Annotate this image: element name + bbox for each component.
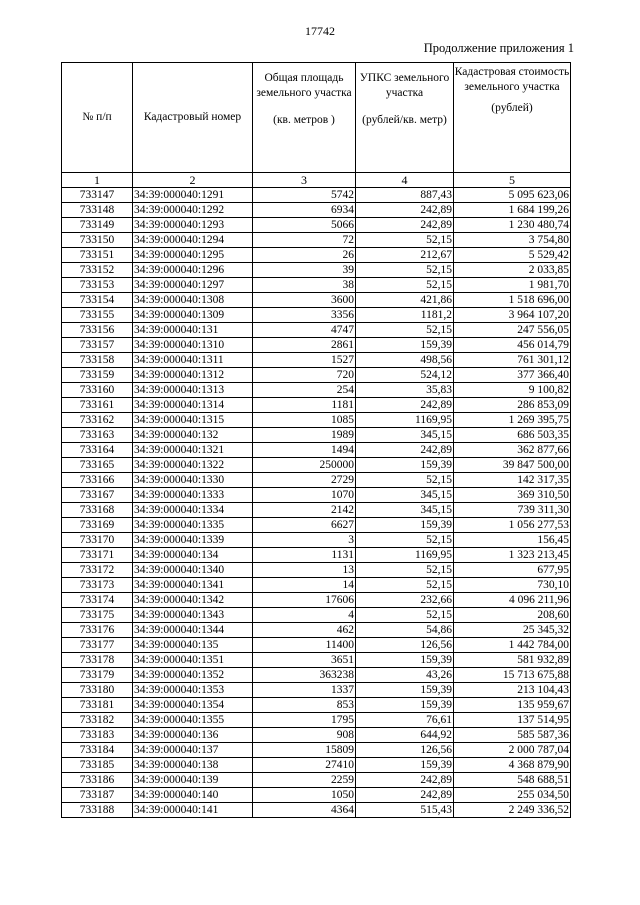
cost-value: 208,60 (454, 608, 571, 623)
table-row (62, 788, 571, 803)
cadastral-number: 34:39:000040:1355 (133, 713, 253, 728)
cost-value: 677,95 (454, 563, 571, 578)
header-row (62, 63, 571, 173)
area-value: 1494 (253, 443, 356, 458)
cost-value: 1 323 213,45 (454, 548, 571, 563)
cost-value: 1 684 199,26 (454, 203, 571, 218)
row-number: 733160 (62, 383, 133, 398)
cadastral-number: 34:39:000040:135 (133, 638, 253, 653)
area-unit: (кв. метров ) (273, 114, 335, 126)
upks-value: 242,89 (356, 773, 454, 788)
cadastral-number: 34:39:000040:1309 (133, 308, 253, 323)
cadastral-number: 34:39:000040:1351 (133, 653, 253, 668)
table-row (62, 473, 571, 488)
table-row (62, 593, 571, 608)
cost-value: 585 587,36 (454, 728, 571, 743)
upks-value: 52,15 (356, 533, 454, 548)
upks-value: 524,12 (356, 368, 454, 383)
cost-value: 9 100,82 (454, 383, 571, 398)
area-value: 38 (253, 278, 356, 293)
upks-unit: (рублей/кв. метр) (362, 114, 447, 126)
area-value: 462 (253, 623, 356, 638)
area-value: 5742 (253, 188, 356, 203)
table-row (62, 758, 571, 773)
area-value: 1085 (253, 413, 356, 428)
column-number-row (62, 173, 571, 188)
table-row (62, 623, 571, 638)
cadastral-number: 34:39:000040:141 (133, 803, 253, 818)
cost-value: 456 014,79 (454, 338, 571, 353)
table-row (62, 323, 571, 338)
area-value: 1795 (253, 713, 356, 728)
area-value: 1181 (253, 398, 356, 413)
row-number: 733162 (62, 413, 133, 428)
cadastral-number: 34:39:000040:1344 (133, 623, 253, 638)
table-row (62, 653, 571, 668)
row-number: 733151 (62, 248, 133, 263)
area-value: 39 (253, 263, 356, 278)
upks-value: 52,15 (356, 473, 454, 488)
upks-value: 52,15 (356, 578, 454, 593)
area-value: 15809 (253, 743, 356, 758)
upks-value: 126,56 (356, 638, 454, 653)
table-row (62, 713, 571, 728)
cadastral-number: 34:39:000040:1354 (133, 698, 253, 713)
area-value: 6627 (253, 518, 356, 533)
cost-value: 1 518 696,00 (454, 293, 571, 308)
cadastral-number: 34:39:000040:1308 (133, 293, 253, 308)
row-number: 733152 (62, 263, 133, 278)
table-row (62, 533, 571, 548)
table-row (62, 638, 571, 653)
upks-value: 52,15 (356, 563, 454, 578)
cost-value: 25 345,32 (454, 623, 571, 638)
column-header-area (253, 63, 356, 173)
cadastral-number: 34:39:000040:1342 (133, 593, 253, 608)
cadastral-number: 34:39:000040:1352 (133, 668, 253, 683)
row-number: 733172 (62, 563, 133, 578)
area-value: 1337 (253, 683, 356, 698)
area-value: 4364 (253, 803, 356, 818)
table-row (62, 548, 571, 563)
column-header-cadastral: Кадастровый номер (133, 63, 253, 173)
cost-value: 286 853,09 (454, 398, 571, 413)
cost-value: 142 317,35 (454, 473, 571, 488)
upks-value: 242,89 (356, 203, 454, 218)
upks-value: 232,66 (356, 593, 454, 608)
upks-value: 52,15 (356, 278, 454, 293)
table-row (62, 293, 571, 308)
table-row (62, 188, 571, 203)
table-row (62, 458, 571, 473)
cadastral-number: 34:39:000040:131 (133, 323, 253, 338)
cadastral-number: 34:39:000040:1341 (133, 578, 253, 593)
cost-value: 2 000 787,04 (454, 743, 571, 758)
area-value: 1070 (253, 488, 356, 503)
area-value: 14 (253, 578, 356, 593)
upks-value: 159,39 (356, 653, 454, 668)
row-number: 733175 (62, 608, 133, 623)
table-row (62, 203, 571, 218)
cost-value: 739 311,30 (454, 503, 571, 518)
upks-value: 345,15 (356, 488, 454, 503)
table-row (62, 563, 571, 578)
cadastral-number: 34:39:000040:1296 (133, 263, 253, 278)
area-value: 2142 (253, 503, 356, 518)
table-row (62, 803, 571, 818)
cadastral-number: 34:39:000040:1293 (133, 218, 253, 233)
cost-value: 1 269 395,75 (454, 413, 571, 428)
table-row (62, 518, 571, 533)
cadastral-number: 34:39:000040:1340 (133, 563, 253, 578)
upks-value: 159,39 (356, 458, 454, 473)
cadastral-number: 34:39:000040:1294 (133, 233, 253, 248)
table-row (62, 578, 571, 593)
cadastral-number: 34:39:000040:1311 (133, 353, 253, 368)
upks-value: 159,39 (356, 338, 454, 353)
cost-value: 362 877,66 (454, 443, 571, 458)
area-value: 72 (253, 233, 356, 248)
cost-value: 255 034,50 (454, 788, 571, 803)
area-value: 3651 (253, 653, 356, 668)
upks-value: 52,15 (356, 608, 454, 623)
row-number: 733187 (62, 788, 133, 803)
table-row (62, 728, 571, 743)
table-row (62, 488, 571, 503)
table-row (62, 398, 571, 413)
upks-value: 242,89 (356, 398, 454, 413)
area-value: 1050 (253, 788, 356, 803)
cadastral-number: 34:39:000040:1334 (133, 503, 253, 518)
area-title: Общая площадь земельного участка (256, 72, 352, 99)
row-number: 733168 (62, 503, 133, 518)
cadastral-number: 34:39:000040:1310 (133, 338, 253, 353)
cost-value: 247 556,05 (454, 323, 571, 338)
table-row (62, 413, 571, 428)
area-value: 26 (253, 248, 356, 263)
table-row (62, 683, 571, 698)
upks-value: 52,15 (356, 323, 454, 338)
table-row (62, 308, 571, 323)
cadastral-number: 34:39:000040:140 (133, 788, 253, 803)
area-value: 2729 (253, 473, 356, 488)
area-value: 3356 (253, 308, 356, 323)
table-row (62, 668, 571, 683)
cadastral-number: 34:39:000040:134 (133, 548, 253, 563)
row-number: 733182 (62, 713, 133, 728)
cost-value: 213 104,43 (454, 683, 571, 698)
area-value: 17606 (253, 593, 356, 608)
upks-value: 242,89 (356, 443, 454, 458)
area-value: 5066 (253, 218, 356, 233)
upks-value: 1181,2 (356, 308, 454, 323)
table-row (62, 263, 571, 278)
column-number: 1 (62, 173, 133, 188)
area-value: 853 (253, 698, 356, 713)
row-number: 733163 (62, 428, 133, 443)
row-number: 733156 (62, 323, 133, 338)
row-number: 733167 (62, 488, 133, 503)
row-number: 733170 (62, 533, 133, 548)
row-number: 733180 (62, 683, 133, 698)
area-value: 720 (253, 368, 356, 383)
row-number: 733179 (62, 668, 133, 683)
row-number: 733161 (62, 398, 133, 413)
cadastral-number: 34:39:000040:1321 (133, 443, 253, 458)
cost-value: 39 847 500,00 (454, 458, 571, 473)
upks-value: 126,56 (356, 743, 454, 758)
cadastral-number: 34:39:000040:1313 (133, 383, 253, 398)
cost-value: 3 754,80 (454, 233, 571, 248)
upks-value: 35,83 (356, 383, 454, 398)
cost-value: 1 981,70 (454, 278, 571, 293)
row-number: 733153 (62, 278, 133, 293)
upks-value: 887,43 (356, 188, 454, 203)
cost-value: 135 959,67 (454, 698, 571, 713)
row-number: 733176 (62, 623, 133, 638)
table-row (62, 218, 571, 233)
area-value: 254 (253, 383, 356, 398)
upks-value: 498,56 (356, 353, 454, 368)
upks-value: 159,39 (356, 518, 454, 533)
table-row (62, 773, 571, 788)
upks-value: 345,15 (356, 428, 454, 443)
cost-value: 1 230 480,74 (454, 218, 571, 233)
row-number: 733173 (62, 578, 133, 593)
cost-title: Кадастровая стоимость земельного участка (454, 66, 570, 93)
cost-value: 2 033,85 (454, 263, 571, 278)
cost-value: 3 964 107,20 (454, 308, 571, 323)
cadastral-number: 34:39:000040:1295 (133, 248, 253, 263)
table-row (62, 443, 571, 458)
area-value: 908 (253, 728, 356, 743)
upks-value: 43,26 (356, 668, 454, 683)
column-number: 3 (253, 173, 356, 188)
cadastral-number: 34:39:000040:132 (133, 428, 253, 443)
cost-value: 377 366,40 (454, 368, 571, 383)
cost-value: 5 529,42 (454, 248, 571, 263)
cadastral-number: 34:39:000040:1315 (133, 413, 253, 428)
row-number: 733149 (62, 218, 133, 233)
cadastral-number: 34:39:000040:1312 (133, 368, 253, 383)
row-number: 733178 (62, 653, 133, 668)
cost-value: 4 096 211,96 (454, 593, 571, 608)
table-row (62, 383, 571, 398)
area-value: 13 (253, 563, 356, 578)
column-number: 2 (133, 173, 253, 188)
cadastral-number: 34:39:000040:137 (133, 743, 253, 758)
upks-value: 159,39 (356, 683, 454, 698)
cadastral-number: 34:39:000040:1330 (133, 473, 253, 488)
cost-value: 15 713 675,88 (454, 668, 571, 683)
upks-value: 515,43 (356, 803, 454, 818)
area-value: 3600 (253, 293, 356, 308)
row-number: 733158 (62, 353, 133, 368)
column-number: 5 (454, 173, 571, 188)
row-number: 733188 (62, 803, 133, 818)
row-number: 733174 (62, 593, 133, 608)
upks-value: 159,39 (356, 758, 454, 773)
cost-unit: (рублей) (491, 102, 533, 114)
row-number: 733166 (62, 473, 133, 488)
cost-value: 730,10 (454, 578, 571, 593)
area-value: 3 (253, 533, 356, 548)
row-number: 733186 (62, 773, 133, 788)
row-number: 733157 (62, 338, 133, 353)
cost-value: 137 514,95 (454, 713, 571, 728)
cost-value: 2 249 336,52 (454, 803, 571, 818)
cost-value: 4 368 879,90 (454, 758, 571, 773)
area-value: 1527 (253, 353, 356, 368)
cadastral-number: 34:39:000040:1333 (133, 488, 253, 503)
area-value: 4 (253, 608, 356, 623)
column-number: 4 (356, 173, 454, 188)
area-value: 2861 (253, 338, 356, 353)
area-value: 4747 (253, 323, 356, 338)
upks-value: 54,86 (356, 623, 454, 638)
upks-value: 242,89 (356, 218, 454, 233)
cost-value: 156,45 (454, 533, 571, 548)
upks-value: 1169,95 (356, 548, 454, 563)
cost-value: 581 932,89 (454, 653, 571, 668)
cost-value: 686 503,35 (454, 428, 571, 443)
area-value: 27410 (253, 758, 356, 773)
cost-value: 761 301,12 (454, 353, 571, 368)
cost-value: 1 442 784,00 (454, 638, 571, 653)
row-number: 733159 (62, 368, 133, 383)
cadastral-number: 34:39:000040:1322 (133, 458, 253, 473)
row-number: 733183 (62, 728, 133, 743)
upks-value: 212,67 (356, 248, 454, 263)
table-row (62, 338, 571, 353)
row-number: 733185 (62, 758, 133, 773)
cadastral-number: 34:39:000040:1292 (133, 203, 253, 218)
row-number: 733165 (62, 458, 133, 473)
upks-value: 345,15 (356, 503, 454, 518)
table-body (62, 188, 571, 818)
row-number: 733155 (62, 308, 133, 323)
cadastral-number: 34:39:000040:1335 (133, 518, 253, 533)
upks-value: 421,86 (356, 293, 454, 308)
area-value: 363238 (253, 668, 356, 683)
table-row (62, 608, 571, 623)
upks-value: 52,15 (356, 233, 454, 248)
table-row (62, 503, 571, 518)
table-row (62, 353, 571, 368)
row-number: 733150 (62, 233, 133, 248)
cadastral-table (61, 62, 571, 818)
area-value: 1131 (253, 548, 356, 563)
upks-value: 644,92 (356, 728, 454, 743)
cost-value: 5 095 623,06 (454, 188, 571, 203)
row-number: 733148 (62, 203, 133, 218)
upks-value: 242,89 (356, 788, 454, 803)
upks-title: УПКС земельного участка (359, 72, 450, 99)
table-row (62, 368, 571, 383)
table-row (62, 698, 571, 713)
row-number: 733177 (62, 638, 133, 653)
page-number: 17742 (305, 24, 335, 38)
area-value: 250000 (253, 458, 356, 473)
row-number: 733147 (62, 188, 133, 203)
row-number: 733169 (62, 518, 133, 533)
cadastral-number: 34:39:000040:136 (133, 728, 253, 743)
upks-value: 159,39 (356, 698, 454, 713)
cost-value: 1 056 277,53 (454, 518, 571, 533)
table-row (62, 428, 571, 443)
cadastral-number: 34:39:000040:1353 (133, 683, 253, 698)
area-value: 1989 (253, 428, 356, 443)
table-row (62, 233, 571, 248)
area-value: 11400 (253, 638, 356, 653)
upks-value: 76,61 (356, 713, 454, 728)
cadastral-number: 34:39:000040:138 (133, 758, 253, 773)
row-number: 733181 (62, 698, 133, 713)
cadastral-number: 34:39:000040:1291 (133, 188, 253, 203)
area-value: 2259 (253, 773, 356, 788)
cost-value: 369 310,50 (454, 488, 571, 503)
area-value: 6934 (253, 203, 356, 218)
cadastral-number: 34:39:000040:139 (133, 773, 253, 788)
column-header-upks (356, 63, 454, 173)
upks-value: 1169,95 (356, 413, 454, 428)
row-number: 733154 (62, 293, 133, 308)
cadastral-number: 34:39:000040:1297 (133, 278, 253, 293)
column-header-cost (454, 63, 571, 173)
row-number: 733184 (62, 743, 133, 758)
cadastral-number: 34:39:000040:1343 (133, 608, 253, 623)
cadastral-number: 34:39:000040:1339 (133, 533, 253, 548)
row-number: 733171 (62, 548, 133, 563)
table-row (62, 278, 571, 293)
cadastral-number: 34:39:000040:1314 (133, 398, 253, 413)
cost-value: 548 688,51 (454, 773, 571, 788)
upks-value: 52,15 (356, 263, 454, 278)
column-header-no: № п/п (62, 63, 133, 173)
continuation-caption: Продолжение приложения 1 (423, 41, 574, 55)
table-row (62, 248, 571, 263)
table-row (62, 743, 571, 758)
row-number: 733164 (62, 443, 133, 458)
